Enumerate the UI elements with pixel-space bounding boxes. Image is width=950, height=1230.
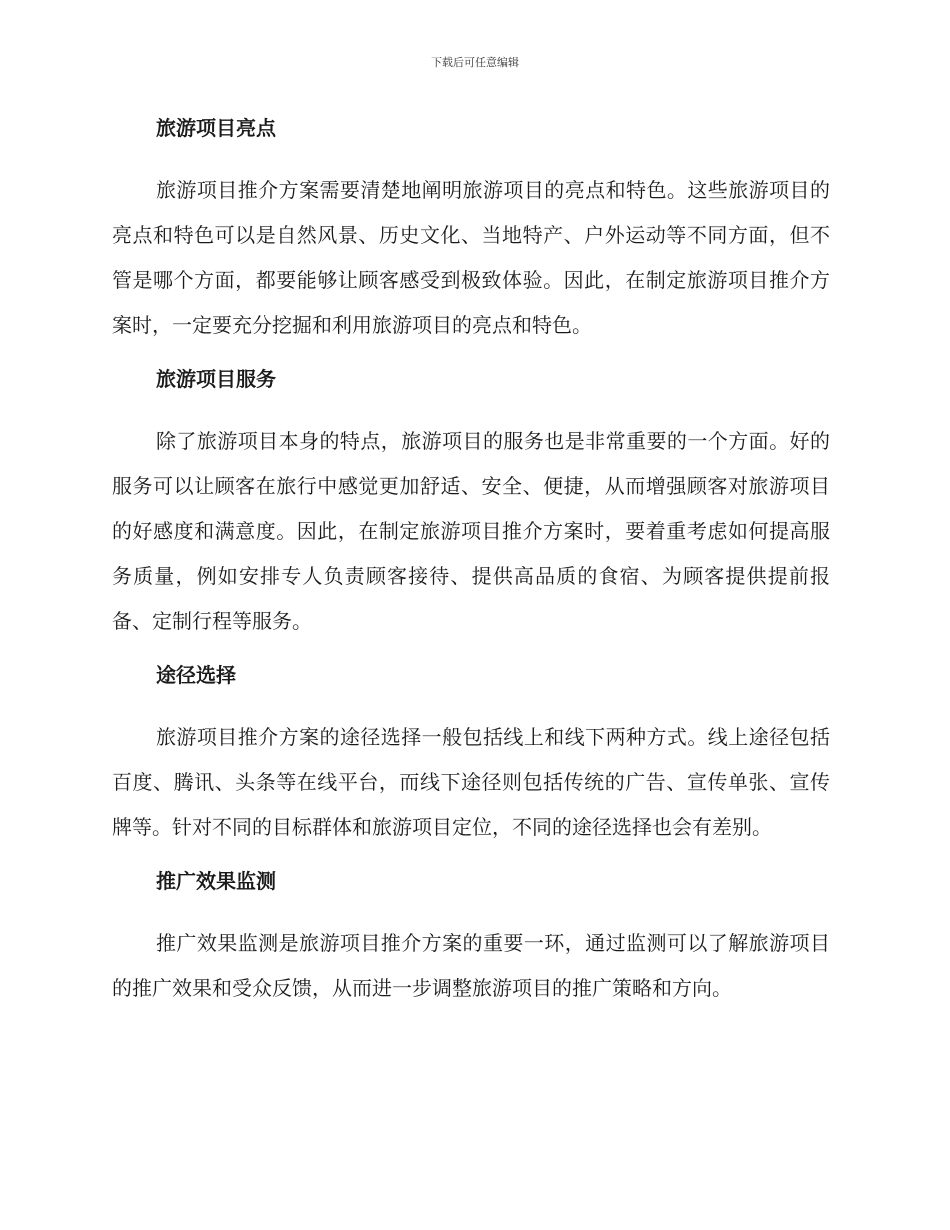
section-paragraph: 旅游项目推介方案需要清楚地阐明旅游项目的亮点和特色。这些旅游项目的亮点和特色可以是自然风景、历史文化、当地特产、户外运动等不同方面，但不管是哪个方面，都要能够让顾客感受到极致体验。因此，在制定旅游项目推介方案时，一定要充分挖掘和利用旅游项目的亮点和特色。	[112, 178, 830, 337]
section-heading: 推广效果监测	[156, 869, 276, 893]
section-paragraph: 旅游项目推介方案的途径选择一般包括线上和线下两种方式。线上途径包括百度、腾讯、头条等在线平台，而线下途径则包括传统的广告、宣传单张、宣传牌等。针对不同的目标群体和旅游项目定位，不同的途径选择也会有差别。	[112, 725, 830, 839]
section-services	[112, 361, 830, 644]
section-paragraph: 推广效果监测是旅游项目推介方案的重要一环，通过监测可以了解旅游项目的推广效果和受众反馈，从而进一步调整旅游项目的推广策略和方向。	[112, 931, 830, 1000]
section-channels	[112, 657, 830, 850]
document-body	[112, 110, 830, 1024]
section-monitoring	[112, 863, 830, 1011]
section-paragraph: 除了旅游项目本身的特点，旅游项目的服务也是非常重要的一个方面。好的服务可以让顾客在旅行中感觉更加舒适、安全、便捷，从而增强顾客对旅游项目的好感度和满意度。因此，在制定旅游项目推介方案时，要着重考虑如何提高服务质量，例如安排专人负责顾客接待、提供高品质的食宿、为顾客提供提前报备、定制行程等服务。	[112, 429, 830, 633]
section-highlights	[112, 110, 830, 348]
page-header-note: 下载后可任意编辑	[431, 56, 519, 69]
section-heading: 旅游项目亮点	[156, 116, 276, 140]
section-heading: 途径选择	[156, 663, 236, 687]
section-heading: 旅游项目服务	[156, 367, 276, 391]
